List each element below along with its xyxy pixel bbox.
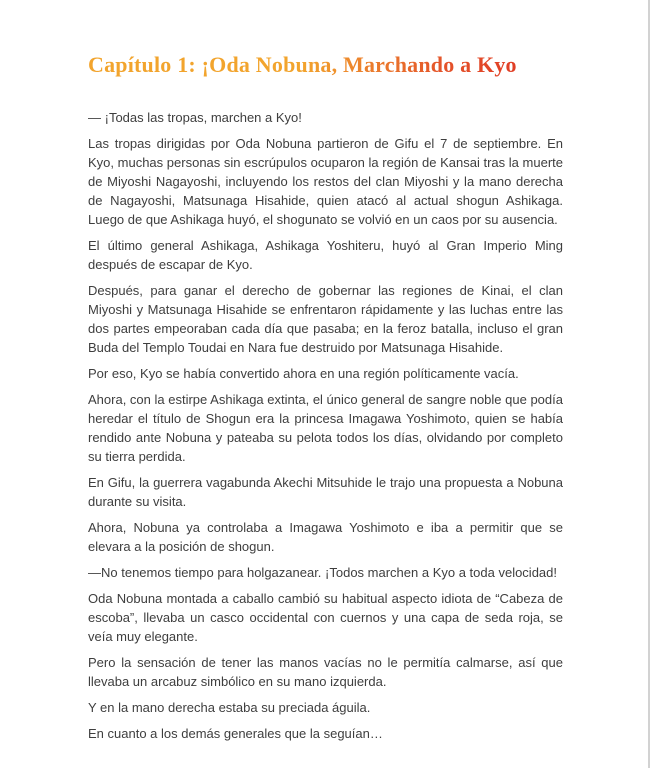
paragraph: —No tenemos tiempo para holgazanear. ¡Todos marchen a Kyo a toda velocidad!: [88, 565, 557, 580]
paragraph: En Gifu, la guerrera vagabunda Akechi Mitsuhide le trajo una propuesta a Nobuna durante su visita.: [88, 475, 563, 509]
paragraph-list: [88, 108, 563, 743]
paragraph: Por eso, Kyo se había convertido ahora en una región políticamente vacía.: [88, 366, 519, 381]
paragraph: Ahora, con la estirpe Ashikaga extinta, el único general de sangre noble que podía heredar el título de Shogun era la princesa Imagawa Yoshimoto, quien se había rendido ante Nobuna y pateaba su pelota todos los días, olvidando por completo su tierra perdida.: [88, 392, 563, 464]
paragraph: Las tropas dirigidas por Oda Nobuna partieron de Gifu el 7 de septiembre. En Kyo, muchas personas sin escrúpulos ocuparon la región de Kansai tras la muerte de Miyoshi Nagayoshi, incluyendo los restos del clan Miyoshi y la mano derecha de Nagayoshi, Matsunaga Hisahide, quien atacó al actual shogun Ashikaga. Luego de que Ashikaga huyó, el shogunato se volvió en un caos por su ausencia.: [88, 136, 563, 227]
chapter-content: [88, 52, 563, 750]
paragraph: Oda Nobuna montada a caballo cambió su habitual aspecto idiota de “Cabeza de escoba”, llevaba un casco occidental con cuernos y una capa de seda roja, se veía muy elegante.: [88, 591, 563, 644]
chapter-title: Capítulo 1: ¡Oda Nobuna, Marchando a Kyo: [88, 52, 563, 78]
paragraph: Ahora, Nobuna ya controlaba a Imagawa Yoshimoto e iba a permitir que se elevara a la posición de shogun.: [88, 520, 563, 554]
paragraph: — ¡Todas las tropas, marchen a Kyo!: [88, 110, 302, 125]
page-edge-line: [648, 0, 650, 768]
paragraph: Y en la mano derecha estaba su preciada águila.: [88, 700, 371, 715]
paragraph: En cuanto a los demás generales que la seguían…: [88, 726, 383, 741]
paragraph: El último general Ashikaga, Ashikaga Yoshiteru, huyó al Gran Imperio Ming después de escapar de Kyo.: [88, 238, 563, 272]
paragraph: Pero la sensación de tener las manos vacías no le permitía calmarse, así que llevaba un arcabuz simbólico en su mano izquierda.: [88, 655, 563, 689]
paragraph: Después, para ganar el derecho de gobernar las regiones de Kinai, el clan Miyoshi y Matsunaga Hisahide se enfrentaron rápidamente y las luchas entre las dos partes empeoraban cada día que pasaba; en la feroz batalla, incluso el gran Buda del Templo Toudai en Nara fue destruido por Matsunaga Hisahide.: [88, 283, 563, 355]
